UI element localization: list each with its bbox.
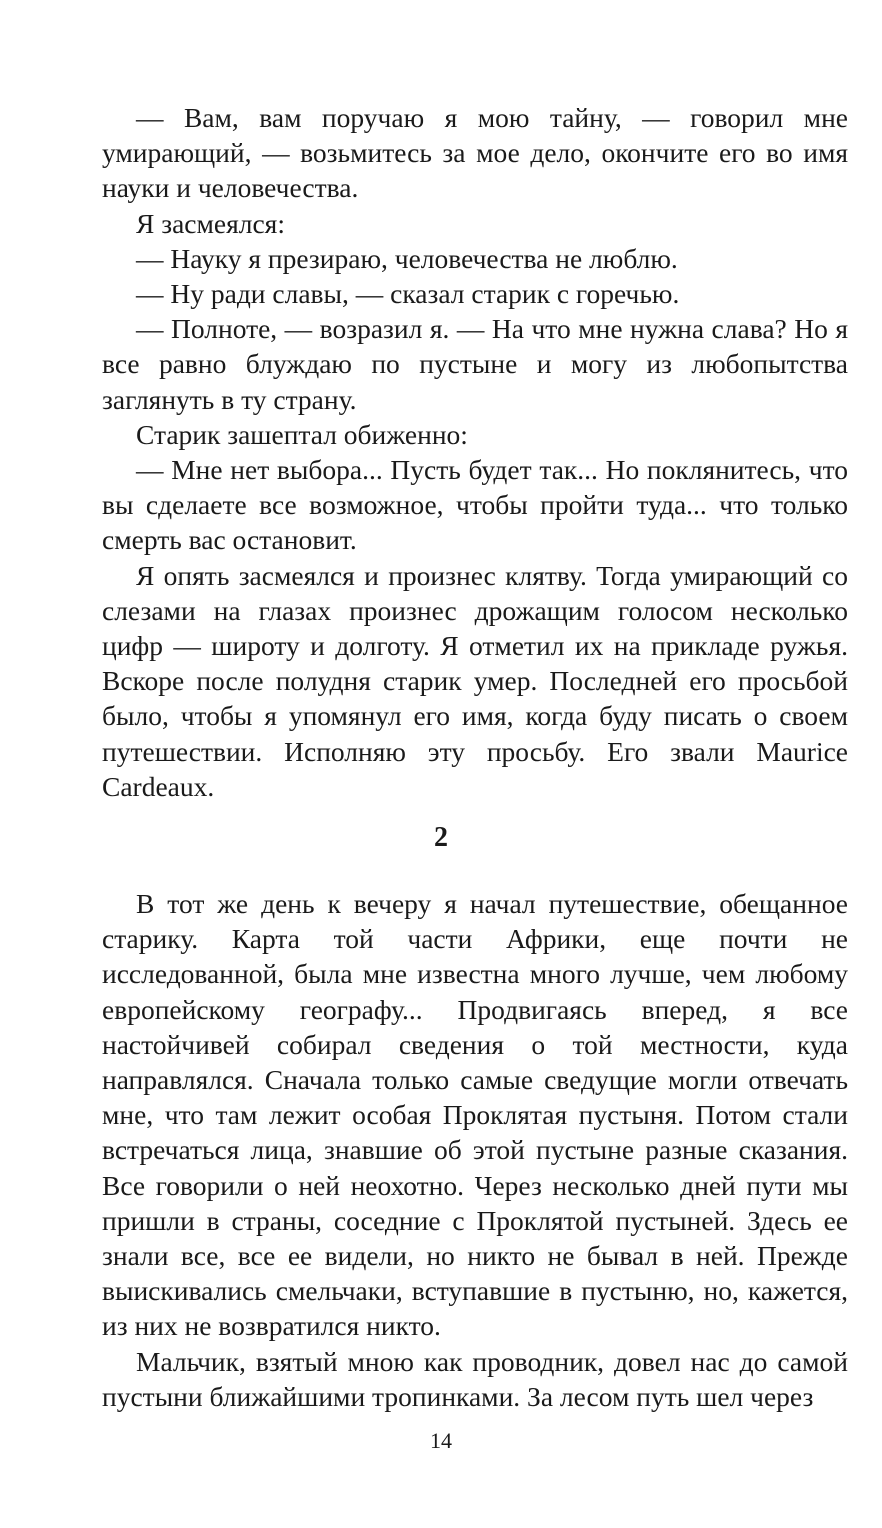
paragraph: Я опять засмеялся и произнес клятву. Тогда умирающий со слезами на глазах произнес дрожащим голосом несколько цифр — широту и долготу. Я отметил их на прикладе ружья. Вскоре после полудня старик умер. Последней его просьбой было, чтобы я упомянул его имя, когда буду писать о своем путешествии. Исполняю эту просьбу. Его звали Maurice Cardeaux. <box>102 559 848 802</box>
paragraph: Старик зашептал обиженно: <box>136 418 468 450</box>
text-section-2 <box>102 886 848 1414</box>
paragraph: — Науку я презираю, человечества не люблю. <box>136 242 678 274</box>
paragraph: — Ну ради славы, — сказал старик с горечью. <box>136 278 680 310</box>
paragraph: — Полноте, — возразил я. — На что мне нужна слава? Но я все равно блуждаю по пустыне и могу из любопытства заглянуть в ту страну. <box>102 313 848 415</box>
paragraph: В тот же день к вечеру я начал путешествие, обещанное старику. Карта той части Африки, еще почти не исследованной, была мне известна много лучше, чем любому европейскому географу... Продвигаясь вперед, я все настойчивей собирал сведения о той местности, куда направлялся. Сначала только самые сведущие могли отвечать мне, что там лежит особая Проклятая пустыня. Потом стали встречаться лица, знавшие об этой пустыне разные сказания. Все говорили о ней неохотно. Через несколько дней пути мы пришли в страны, соседние с Проклятой пустыней. Здесь ее знали все, все ее видели, но никто не бывал в ней. Прежде выискивались смельчаки, вступавшие в пустыню, но, кажется, из них не возвратился никто. <box>102 888 848 1342</box>
paragraph: — Вам, вам поручаю я мою тайну, — говорил мне умирающий, — возьмитесь за мое дело, окончите его во имя науки и человечества. <box>102 102 848 204</box>
chapter-number: 2 <box>434 822 448 853</box>
paragraph: — Мне нет выбора... Пусть будет так... Но поклянитесь, что вы сделаете все возможное, чтобы пройти туда... что только смерть вас остановит. <box>102 454 848 556</box>
paragraph: Мальчик, взятый мною как проводник, довел нас до самой пустыни ближайшими тропинками. За лесом путь шел через <box>102 1345 848 1412</box>
page-number: 14 <box>430 1428 452 1453</box>
text-section-1 <box>102 100 848 804</box>
paragraph: Я засмеялся: <box>136 207 285 239</box>
